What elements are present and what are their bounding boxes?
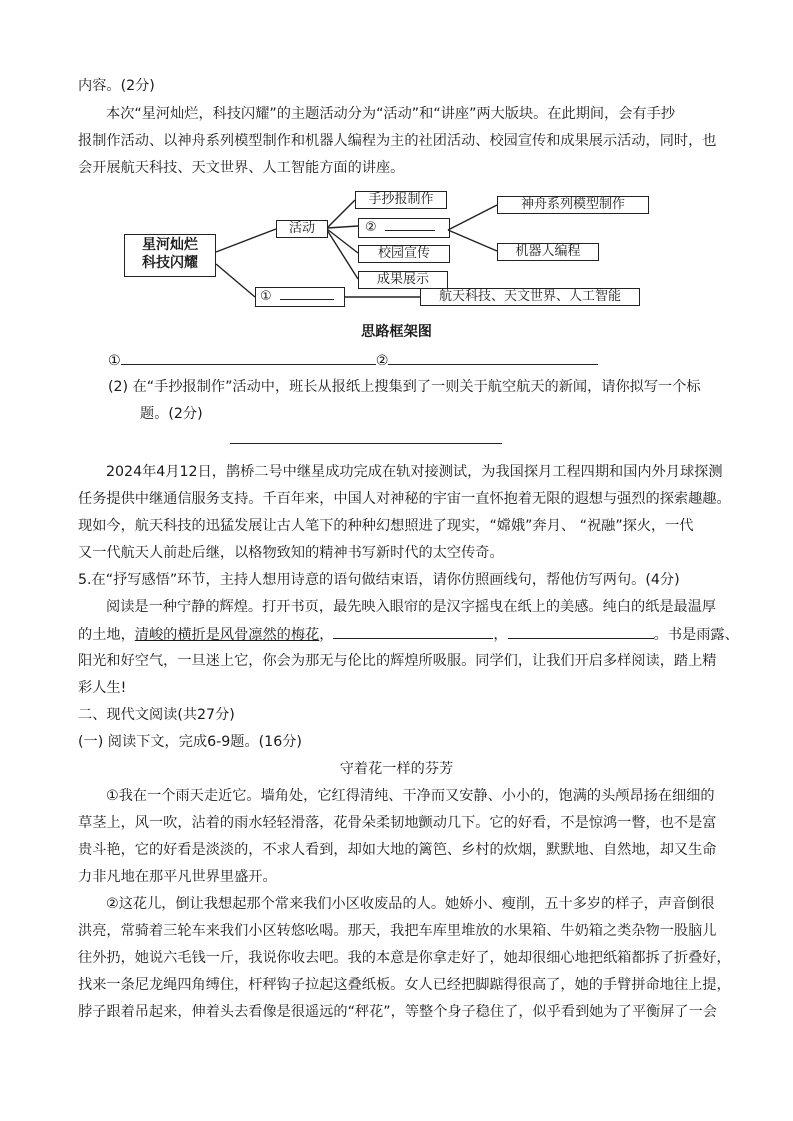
text-line: 力非凡地在那平凡世界里盛开。 (78, 869, 277, 885)
q1-label: ① (108, 353, 121, 369)
text-line: 现如今，航天科技的迅猛发展让古人笔下的种种幻想照进了现实，“嫦娥”奔月、 “祝融”探火，一代 (78, 518, 694, 534)
diagram-shouchao-box: 手抄报制作 (355, 191, 447, 209)
question-sub2: (2) 在“手抄报制作”活动中，班长从报纸上搜集到了一则关于航空航天的新闻，请你拟写一个标 (108, 379, 701, 395)
diagram-shenzhou-box: 神舟系列模型制作 (497, 196, 649, 214)
text-fragment: 。书是雨露、 (653, 627, 739, 643)
diagram-chengguo-box: 成果展示 (358, 271, 448, 289)
diagram-xiaoyuan-box: 校园宣传 (358, 245, 450, 263)
text-line: 内容。(2分) (78, 78, 155, 94)
text-line: 往外扔，她说六毛钱一斤，我说你收去吧。我的本意是你拿走好了，她却很细心地把纸箱都拆了折叠好， (78, 950, 731, 966)
text-line: 贵斗艳，它的好看是淡淡的，不求人看到，却如大地的篱笆、乡村的炊烟，默默地、自然地，却又生命 (78, 842, 717, 858)
text-line: ②这花儿，倒让我想起那个常来我们小区收废品的人。她娇小、瘦削，五十多岁的样子，声音倒很 (106, 896, 715, 912)
imitation-blank-2[interactable] (508, 624, 654, 639)
question-5: 5.在“抒写感悟”环节，主持人想用诗意的语句做结束语，请你仿照画线句，帮他仿写两句。(4分) (78, 572, 680, 588)
diagram-root-box (124, 234, 216, 277)
text-line-with-blanks (78, 624, 739, 645)
imitation-blank-1[interactable] (333, 624, 493, 639)
blank1-line (280, 290, 334, 300)
article-title: 守着花一样的芬芳 (339, 761, 454, 777)
underlined-sentence: 清峻的横折是风骨凛然的梅花 (134, 627, 320, 643)
text-line: 草茎上，风一吹，沾着的雨水轻轻滑落，花骨朵柔韧地颤动几下。它的好看，不是惊鸿一瞥，也不是富 (78, 815, 717, 831)
answer-blank-1[interactable] (121, 350, 376, 365)
text-line: 又一代航天人前赴后继，以格物致知的精神书写新时代的太空传奇。 (78, 545, 504, 561)
mind-map-diagram (0, 0, 793, 330)
diagram-caption: 思路框架图 (361, 324, 432, 340)
title-answer-blank[interactable] (230, 443, 502, 444)
text-line: 阳光和好空气，一旦迷上它，你会为那无与伦比的辉煌所吸服。同学们，让我们开启多样阅读，踏上精 (78, 653, 717, 669)
diagram-lecture-box: 航天科技、天文世界、人工智能 (420, 288, 640, 306)
text-line: 任务提供中继通信服务支持。千百年来，中国人对神秘的宇宙一直怀抱着无限的遐想与强烈的探索趣趣。 (78, 491, 731, 507)
text-line: 脖子跟着吊起来，伸着头去看像是很遥远的“秤花”，等整个身子稳住了，似乎看到她为了平衡屏了一会 (78, 1004, 717, 1020)
blank2-label: ② (365, 220, 377, 235)
text-line: 彩人生! (78, 680, 127, 696)
text-line: 报制作活动、以神舟系列模型制作和机器人编程为主的社团活动、校园宣传和成果展示活动，同时，也 (78, 133, 717, 149)
text-fragment: ， (493, 627, 508, 643)
answer-blank-2[interactable] (388, 350, 598, 365)
root-line2: 科技闪耀 (142, 255, 198, 271)
text-line: 会开展航天科技、天文世界、人工智能方面的讲座。 (78, 160, 405, 176)
text-line: ①我在一个雨天走近它。墙角处，它红得清纯、干净而又安静、小小的，饱满的头颅昂扬在细细的 (106, 788, 715, 804)
text-fragment: ， (319, 627, 334, 643)
diagram-blank1-box (255, 287, 345, 307)
blank1-label: ① (260, 289, 272, 304)
text-fragment: 的土地， (78, 627, 135, 643)
blank2-line (385, 221, 435, 231)
text-line: 本次“星河灿烂，科技闪耀”的主题活动分为“活动”和“讲座”两大版块。在此期间，会有手抄 (106, 106, 676, 122)
root-line1: 星河灿烂 (142, 237, 198, 253)
text-line: 2024年4月12日，鹊桥二号中继星成功完成在轨对接测试，为我国探月工程四期和国内外月球探测 (106, 464, 723, 480)
diagram-activity-box: 活动 (276, 220, 328, 238)
text-line: 洪亮，常骑着三轮车来我们小区转悠吆喝。那天，我把车库里堆放的水果箱、牛奶箱之类杂物一股脑儿 (78, 923, 717, 939)
text-line: 阅读是一种宁静的辉煌。打开书页，最先映入眼帘的是汉字摇曳在纸上的美感。纯白的纸是最温厚 (106, 599, 717, 615)
answer-line-1-2 (108, 350, 608, 371)
section-heading: 二、现代文阅读(共27分) (78, 707, 235, 723)
diagram-robot-box: 机器人编程 (497, 243, 599, 261)
text-line: 找来一条尼龙绳四角缚住，杆秤钩子拉起这叠纸板。女人已经把脚踮得很高了，她的手臂拼命地往上提， (78, 977, 731, 993)
subsection-heading: (一) 阅读下文，完成6-9题。(16分) (78, 734, 302, 750)
question-sub2-cont: 题。(2分) (140, 406, 203, 422)
q2-label: ② (375, 353, 389, 369)
diagram-blank2-box (358, 218, 450, 238)
